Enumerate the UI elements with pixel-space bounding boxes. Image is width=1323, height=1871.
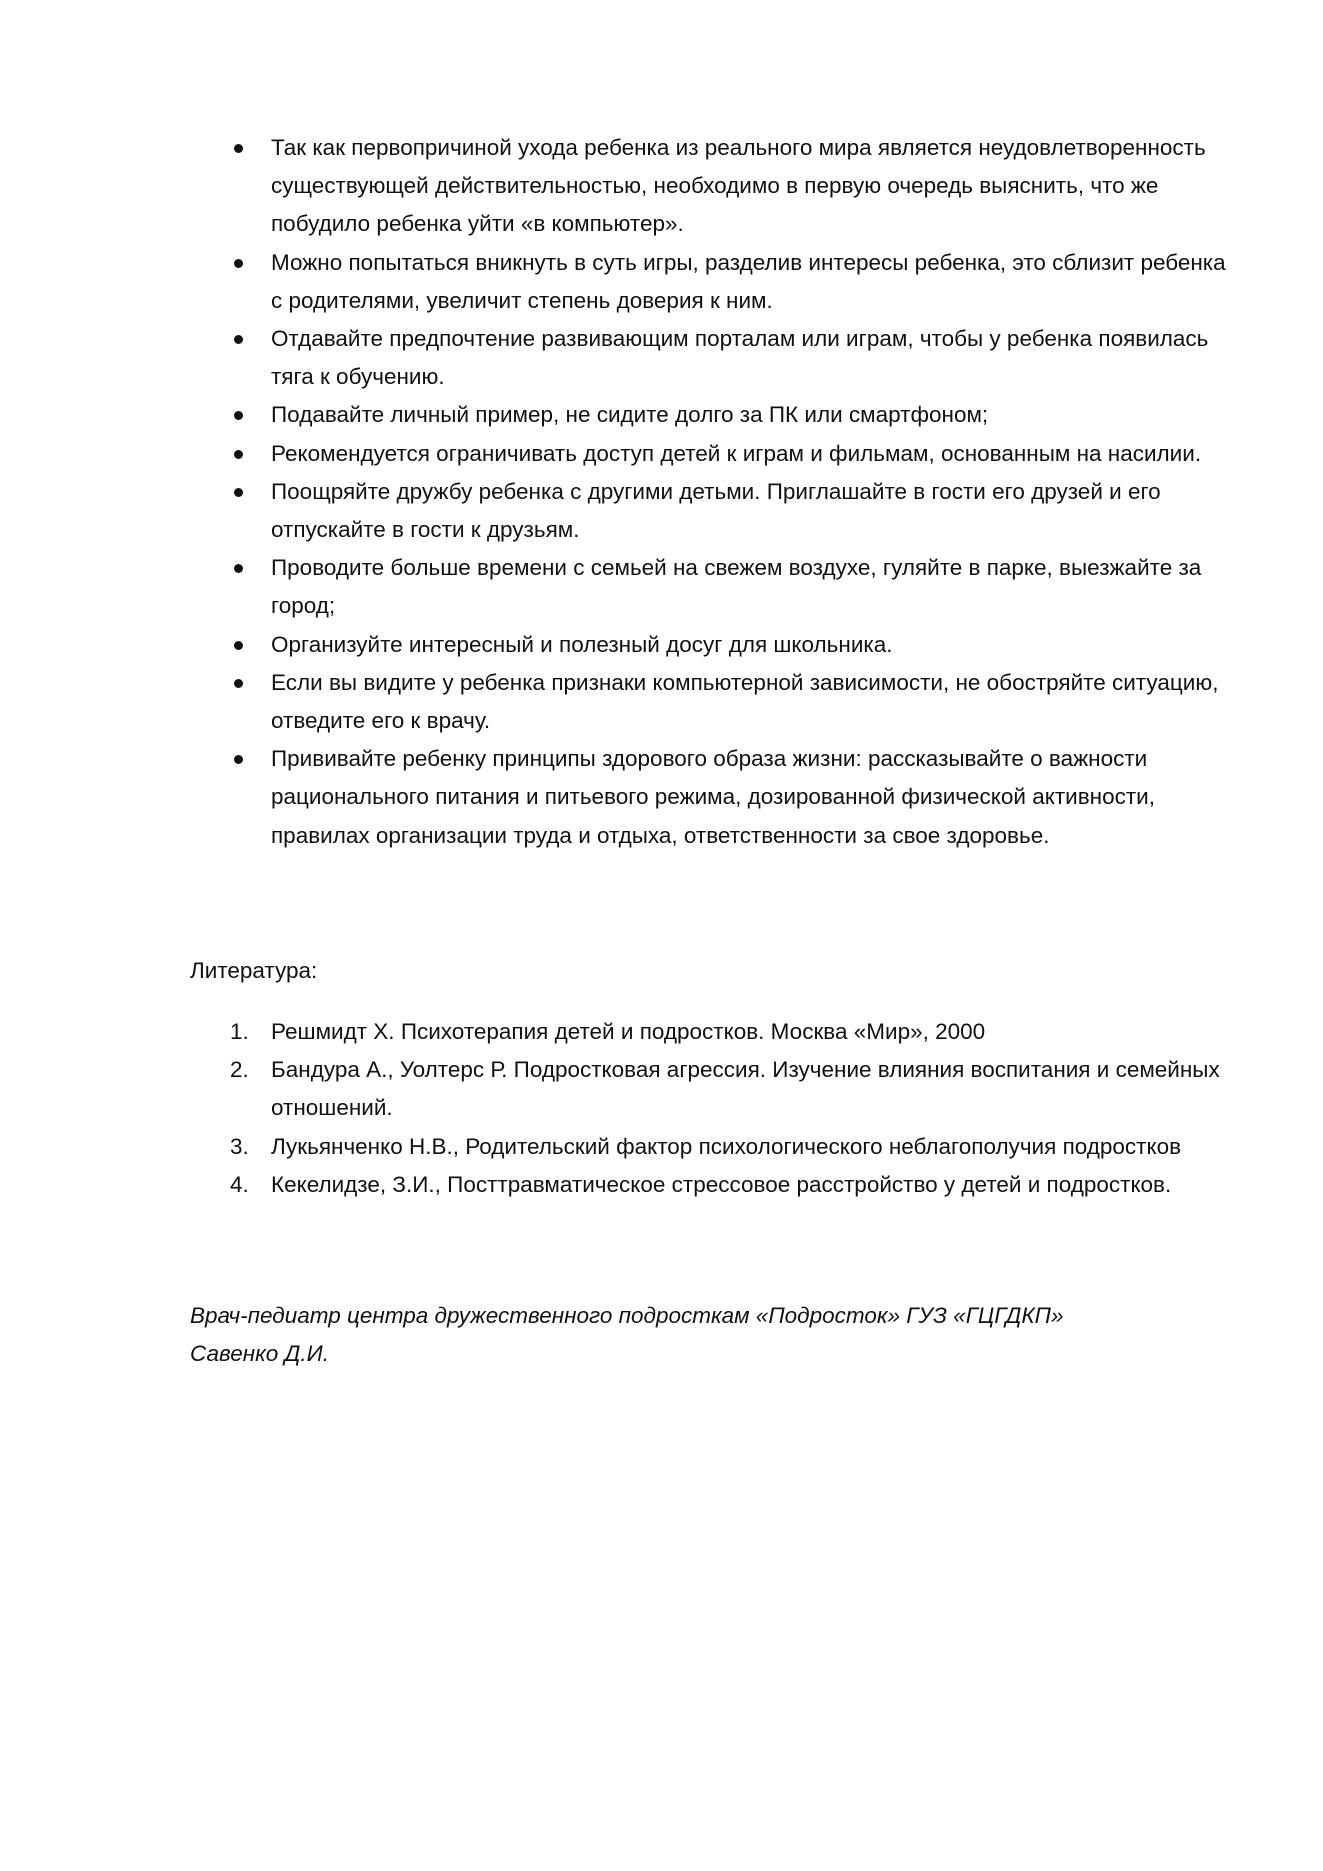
- bullet-icon: [234, 564, 243, 573]
- reference-item: [0, 1128, 1231, 1166]
- literature-heading: Литература:: [190, 958, 318, 983]
- reference-text: Решмидт Х. Психотерапия детей и подростков. Москва «Мир», 2000: [271, 1019, 986, 1044]
- literature-list: [0, 1013, 1323, 1204]
- list-item-text: Если вы видите у ребенка признаки компьютерной зависимости, не обостряйте ситуацию, отведите его к врачу.: [271, 669, 1219, 734]
- bullet-icon: [234, 755, 243, 764]
- recommendations-list: [0, 129, 1323, 855]
- list-item-text: Поощряйте дружбу ребенка с другими детьми. Приглашайте в гости его друзей и его отпускайте в гости к друзьям.: [271, 478, 1161, 543]
- reference-text: Кекелидзе, З.И., Посттравматическое стрессовое расстройство у детей и подростков.: [271, 1171, 1172, 1197]
- list-item-text: Прививайте ребенку принципы здорового образа жизни: рассказывайте о важности рационального питания и питьевого режима, дозированной физической активности, правилах организации труда и отдыха, ответственности за свое здоровье.: [271, 746, 1155, 848]
- bullet-icon: [234, 144, 243, 153]
- list-item-text: Проводите больше времени с семьей на свежем воздухе, гуляйте в парке, выезжайте за город;: [271, 555, 1202, 619]
- author-name: Савенко Д.И.: [190, 1341, 329, 1366]
- reference-text: Лукьянченко Н.В., Родительский фактор психологического неблагополучия подростков: [271, 1133, 1182, 1159]
- list-item-text: Так как первопричиной ухода ребенка из реального мира является неудовлетворенность существующей действительностью, необходимо в первую очередь выяснить, что же побудило ребенка уйти «в компьютер».: [271, 135, 1206, 237]
- list-item-text: Рекомендуется ограничивать доступ детей к играм и фильмам, основанным на насилии.: [271, 440, 1202, 466]
- list-item: [0, 626, 1231, 664]
- reference-item: [0, 1166, 1231, 1204]
- bullet-icon: [234, 335, 243, 344]
- bullet-icon: [234, 488, 243, 497]
- list-item: [0, 129, 1231, 244]
- list-item-text: Можно попытаться вникнуть в суть игры, разделив интересы ребенка, это сблизит ребенка с родителями, увеличит степень доверия к ним.: [271, 249, 1226, 313]
- reference-item: [0, 1051, 1231, 1127]
- author-position: Врач-педиатр центра дружественного подросткам «Подросток» ГУЗ «ГЦГДКП»: [190, 1303, 1064, 1328]
- bullet-icon: [234, 641, 243, 650]
- list-item-text: Подавайте личный пример, не сидите долго за ПК или смартфоном;: [271, 402, 989, 428]
- bullet-icon: [234, 411, 243, 420]
- list-item: [0, 740, 1231, 855]
- reference-text: Бандура А., Уолтерс Р. Подростковая агрессия. Изучение влияния воспитания и семейных отношений.: [271, 1057, 1220, 1121]
- list-item: [0, 664, 1231, 740]
- reference-number: 2.: [230, 1057, 249, 1083]
- list-item-text: Организуйте интересный и полезный досуг для школьника.: [271, 631, 893, 657]
- list-item: [0, 244, 1231, 320]
- reference-number: 4.: [230, 1171, 249, 1197]
- list-item: [0, 473, 1231, 549]
- bullet-icon: [234, 450, 243, 459]
- list-item: [0, 549, 1231, 625]
- list-item-text: Отдавайте предпочтение развивающим порталам или играм, чтобы у ребенка появилась тяга к обучению.: [271, 326, 1209, 390]
- bullet-icon: [234, 679, 243, 688]
- reference-number: 3.: [230, 1133, 249, 1159]
- list-item: [0, 320, 1231, 396]
- author-signature: [190, 1297, 1190, 1373]
- bullet-icon: [234, 259, 243, 268]
- reference-item: [0, 1013, 1231, 1051]
- list-item: [0, 396, 1231, 434]
- list-item: [0, 435, 1231, 473]
- reference-number: 1.: [230, 1019, 249, 1044]
